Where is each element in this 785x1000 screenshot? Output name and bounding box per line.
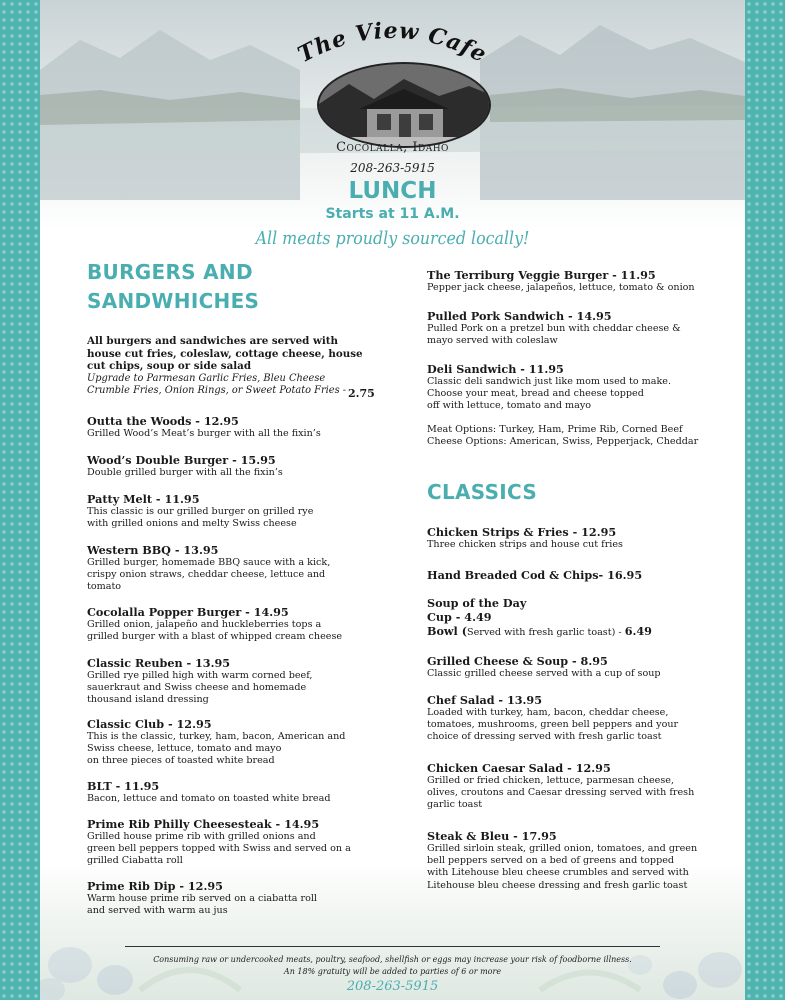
menu-item-title	[87, 605, 402, 619]
soup-bowl-note: Served with fresh garlic toast) -	[467, 627, 625, 638]
menu-item	[87, 543, 402, 594]
menu-item-name: Cocolalla Popper Burger -	[87, 605, 254, 619]
menu-item-title	[87, 414, 402, 428]
menu-item-name: Pulled Pork Sandwich -	[427, 309, 577, 323]
menu-item-description: Litehouse bleu cheese dressing and fresh garlic toast	[427, 879, 688, 891]
menu-item-description: off with lettuce, tomato and mayo	[427, 400, 592, 412]
menu-item-name: Steak & Bleu -	[427, 829, 522, 843]
soup-cup	[427, 610, 737, 624]
menu-item-price: 15.95	[240, 453, 276, 467]
menu-item-name: Classic Club -	[87, 717, 177, 731]
menu-item-name: Prime Rib Dip -	[87, 879, 188, 893]
menu-item	[87, 414, 402, 440]
menu-item-name: Western BBQ -	[87, 543, 184, 557]
menu-item-title	[87, 453, 402, 467]
menu-item-title	[87, 817, 402, 831]
header-phone: 208-263-5915	[350, 161, 435, 175]
menu-item-price: 12.95	[575, 761, 611, 775]
menu-item-description: sauerkraut and Swiss cheese and homemade	[87, 682, 307, 694]
soup-bowl	[427, 624, 737, 640]
upgrade-line: Upgrade to Parmesan Garlic Fries, Bleu Cheese	[87, 372, 326, 384]
menu-item-title	[427, 268, 742, 282]
soup-name: Soup of the Day	[427, 596, 527, 610]
menu-page	[40, 0, 745, 1000]
menu-item-price: 13.95	[195, 656, 231, 670]
menu-item-description: with Litehouse bleu cheese crumbles and served with	[427, 867, 689, 879]
footer-gratuity: An 18% gratuity will be added to parties of 6 or more	[283, 967, 502, 976]
lunch-start-time: Starts at 11 A.M.	[325, 206, 460, 222]
menu-item	[427, 693, 742, 744]
classics-section-title: CLASSICS	[427, 480, 538, 504]
menu-item-title	[87, 656, 402, 670]
menu-item	[427, 654, 742, 680]
menu-header	[40, 0, 745, 260]
menu-item-description: choice of dressing served with fresh garlic toast	[427, 731, 662, 743]
intro-line: cut chips, soup or side salad	[87, 360, 252, 372]
menu-item-name: Outta the Woods -	[87, 414, 204, 428]
menu-item-title	[87, 779, 402, 793]
menu-item-name: Patty Melt -	[87, 492, 165, 506]
menu-item-description: This classic is our grilled burger on grilled rye	[87, 506, 314, 517]
left-border-pattern	[0, 0, 40, 1000]
menu-item-title	[427, 525, 742, 539]
menu-item-description: Pepper jack cheese, jalapeños, lettuce, tomato & onion	[427, 282, 695, 293]
burgers-title-line1: BURGERS AND	[87, 260, 253, 284]
menu-item-description: grilled burger with a blast of whipped cream cheese	[87, 631, 343, 643]
menu-item-name: Deli Sandwich -	[427, 362, 529, 376]
menu-item-description: Swiss cheese, lettuce, tomato and mayo	[87, 743, 282, 755]
menu-item-price: 11.95	[620, 268, 656, 282]
menu-item-price: 13.95	[506, 693, 542, 707]
menu-item	[427, 268, 742, 294]
meat-options: Meat Options: Turkey, Ham, Prime Rib, Corned Beef	[427, 424, 683, 435]
menu-item	[87, 492, 402, 530]
menu-item-title	[427, 654, 742, 668]
intro-line: All burgers and sandwiches are served with	[87, 335, 338, 347]
menu-item-price: 12.95	[581, 525, 617, 539]
menu-item-price: 8.95	[580, 654, 608, 668]
menu-item-name: BLT -	[87, 779, 125, 793]
menu-item-name: Chef Salad -	[427, 693, 507, 707]
menu-item-name: Hand Breaded Cod & Chips-	[427, 568, 608, 582]
lunch-title: LUNCH	[348, 178, 437, 204]
soup-bowl-label: Bowl (	[427, 624, 467, 638]
svg-text:The View Cafe: The View Cafe	[293, 17, 492, 69]
menu-item-description: with grilled onions and melty Swiss cheese	[87, 518, 297, 530]
menu-item-description: tomato	[87, 581, 122, 593]
soup-cup-price: 4.49	[464, 610, 492, 624]
menu-item-title	[427, 761, 742, 775]
menu-item-description: Classic deli sandwich just like mom used to make.	[427, 376, 672, 387]
sourced-tagline: All meats proudly sourced locally!	[255, 228, 530, 249]
menu-item-description: Grilled onion, jalapeño and huckleberries tops a	[87, 619, 322, 630]
menu-item-description: on three pieces of toasted white bread	[87, 755, 275, 767]
cafe-photo	[317, 62, 491, 148]
soup-of-the-day	[427, 596, 737, 640]
menu-item	[87, 453, 402, 479]
right-border-pattern	[745, 0, 785, 1000]
cheese-options: Cheese Options: American, Swiss, Pepperjack, Cheddar	[427, 436, 699, 448]
menu-item-description: and served with warm au jus	[87, 905, 228, 917]
upgrade-price: 2.75	[348, 387, 375, 400]
menu-item-description: This is the classic, turkey, ham, bacon, American and	[87, 731, 346, 742]
menu-item-title	[87, 492, 402, 506]
location-text: Cocolalla, Idaho	[336, 140, 449, 155]
menu-item-title	[87, 543, 402, 557]
menu-item-description: Grilled rye pilled high with warm corned beef,	[87, 670, 313, 681]
menu-item-description: crispy onion straws, cheddar cheese, lettuce and	[87, 569, 326, 581]
menu-item-price: 13.95	[183, 543, 219, 557]
menu-item-description: green bell peppers topped with Swiss and served on a	[87, 843, 351, 855]
menu-item-description: mayo served with coleslaw	[427, 335, 558, 347]
menu-item-description: Grilled or fried chicken, lettuce, parmesan cheese,	[427, 775, 675, 786]
soup-bowl-price: 6.49	[624, 624, 652, 638]
footer-phone: 208-263-5915	[346, 979, 439, 994]
menu-item-name: Classic Reuben -	[87, 656, 196, 670]
menu-item-description: Loaded with turkey, ham, bacon, cheddar cheese,	[427, 707, 669, 718]
intro-line: house cut fries, coleslaw, cottage cheese, house	[87, 347, 363, 360]
menu-item-name: The Terriburg Veggie Burger -	[427, 268, 621, 282]
menu-item-price: 12.95	[187, 879, 223, 893]
menu-item	[87, 605, 402, 643]
menu-item-title	[87, 717, 402, 731]
menu-item-description: tomatoes, mushrooms, green bell peppers and your	[427, 719, 679, 731]
menu-item-name: Chicken Caesar Salad -	[427, 761, 576, 775]
menu-item-description: Grilled sirloin steak, grilled onion, tomatoes, and green	[427, 843, 698, 854]
menu-item-description: Double grilled burger with all the fixin’s	[87, 467, 283, 478]
menu-item-description: bell peppers served on a bed of greens and topped	[427, 855, 675, 867]
menu-item-description: grilled Ciabatta roll	[87, 855, 183, 867]
menu-item-price: 12.95	[176, 717, 212, 731]
menu-item-description: olives, croutons and Caesar dressing served with fresh	[427, 787, 695, 799]
menu-item-price: 11.95	[528, 362, 564, 376]
menu-item-price: 14.95	[576, 309, 612, 323]
menu-item-title	[427, 693, 742, 707]
menu-item	[427, 525, 742, 551]
menu-item-name: Chicken Strips & Fries -	[427, 525, 582, 539]
menu-item-title	[427, 362, 742, 376]
menu-item-price: 11.95	[164, 492, 200, 506]
menu-item-name: Grilled Cheese & Soup -	[427, 654, 581, 668]
menu-item-description: Grilled house prime rib with grilled onions and	[87, 831, 316, 842]
menu-item-title	[427, 829, 742, 843]
footer-warning: Consuming raw or undercooked meats, poultry, seafood, shellfish or eggs may increase your risk of foodborne illness.	[153, 955, 632, 964]
burgers-section-title	[87, 258, 259, 316]
soup-cup-label: Cup -	[427, 610, 465, 624]
menu-item	[427, 761, 742, 812]
menu-item-price: 11.95	[124, 779, 160, 793]
burgers-intro	[87, 335, 387, 398]
menu-item-description: Grilled burger, homemade BBQ sauce with a kick,	[87, 557, 331, 568]
upgrade-line: Crumble Fries, Onion Rings, or Sweet Potato Fries -	[87, 385, 347, 396]
menu-item-price: 16.95	[607, 568, 643, 582]
menu-item	[427, 309, 742, 347]
options-block	[427, 424, 737, 448]
menu-item	[427, 362, 742, 413]
menu-item-title	[427, 309, 742, 323]
menu-item-description: Pulled Pork on a pretzel bun with cheddar cheese &	[427, 323, 681, 334]
menu-item-description: Bacon, lettuce and tomato on toasted white bread	[87, 793, 331, 804]
menu-item	[87, 656, 402, 707]
footer-divider	[125, 946, 660, 947]
menu-item-title	[427, 568, 742, 582]
menu-item-description: garlic toast	[427, 799, 483, 811]
menu-item-name: Prime Rib Philly Cheesesteak -	[87, 817, 285, 831]
menu-item-price: 12.95	[203, 414, 239, 428]
menu-item-description: thousand island dressing	[87, 694, 209, 706]
menu-item-price: 17.95	[521, 829, 557, 843]
menu-item	[87, 817, 402, 868]
menu-item-description: Three chicken strips and house cut fries	[427, 539, 623, 550]
menu-item-price: 14.95	[284, 817, 320, 831]
menu-item-name: Wood’s Double Burger -	[87, 453, 241, 467]
menu-item-description: Grilled Wood’s Meat’s burger with all the fixin’s	[87, 428, 321, 439]
menu-item	[427, 568, 742, 582]
menu-item	[87, 717, 402, 768]
menu-item-description: Warm house prime rib served on a ciabatta roll	[87, 893, 317, 904]
menu-item	[87, 779, 402, 805]
menu-item-description: Classic grilled cheese served with a cup of soup	[427, 668, 661, 679]
burgers-title-line2: SANDWHICHES	[87, 289, 260, 313]
menu-item-price: 14.95	[253, 605, 289, 619]
menu-item-description: Choose your meat, bread and cheese topped	[427, 388, 644, 400]
